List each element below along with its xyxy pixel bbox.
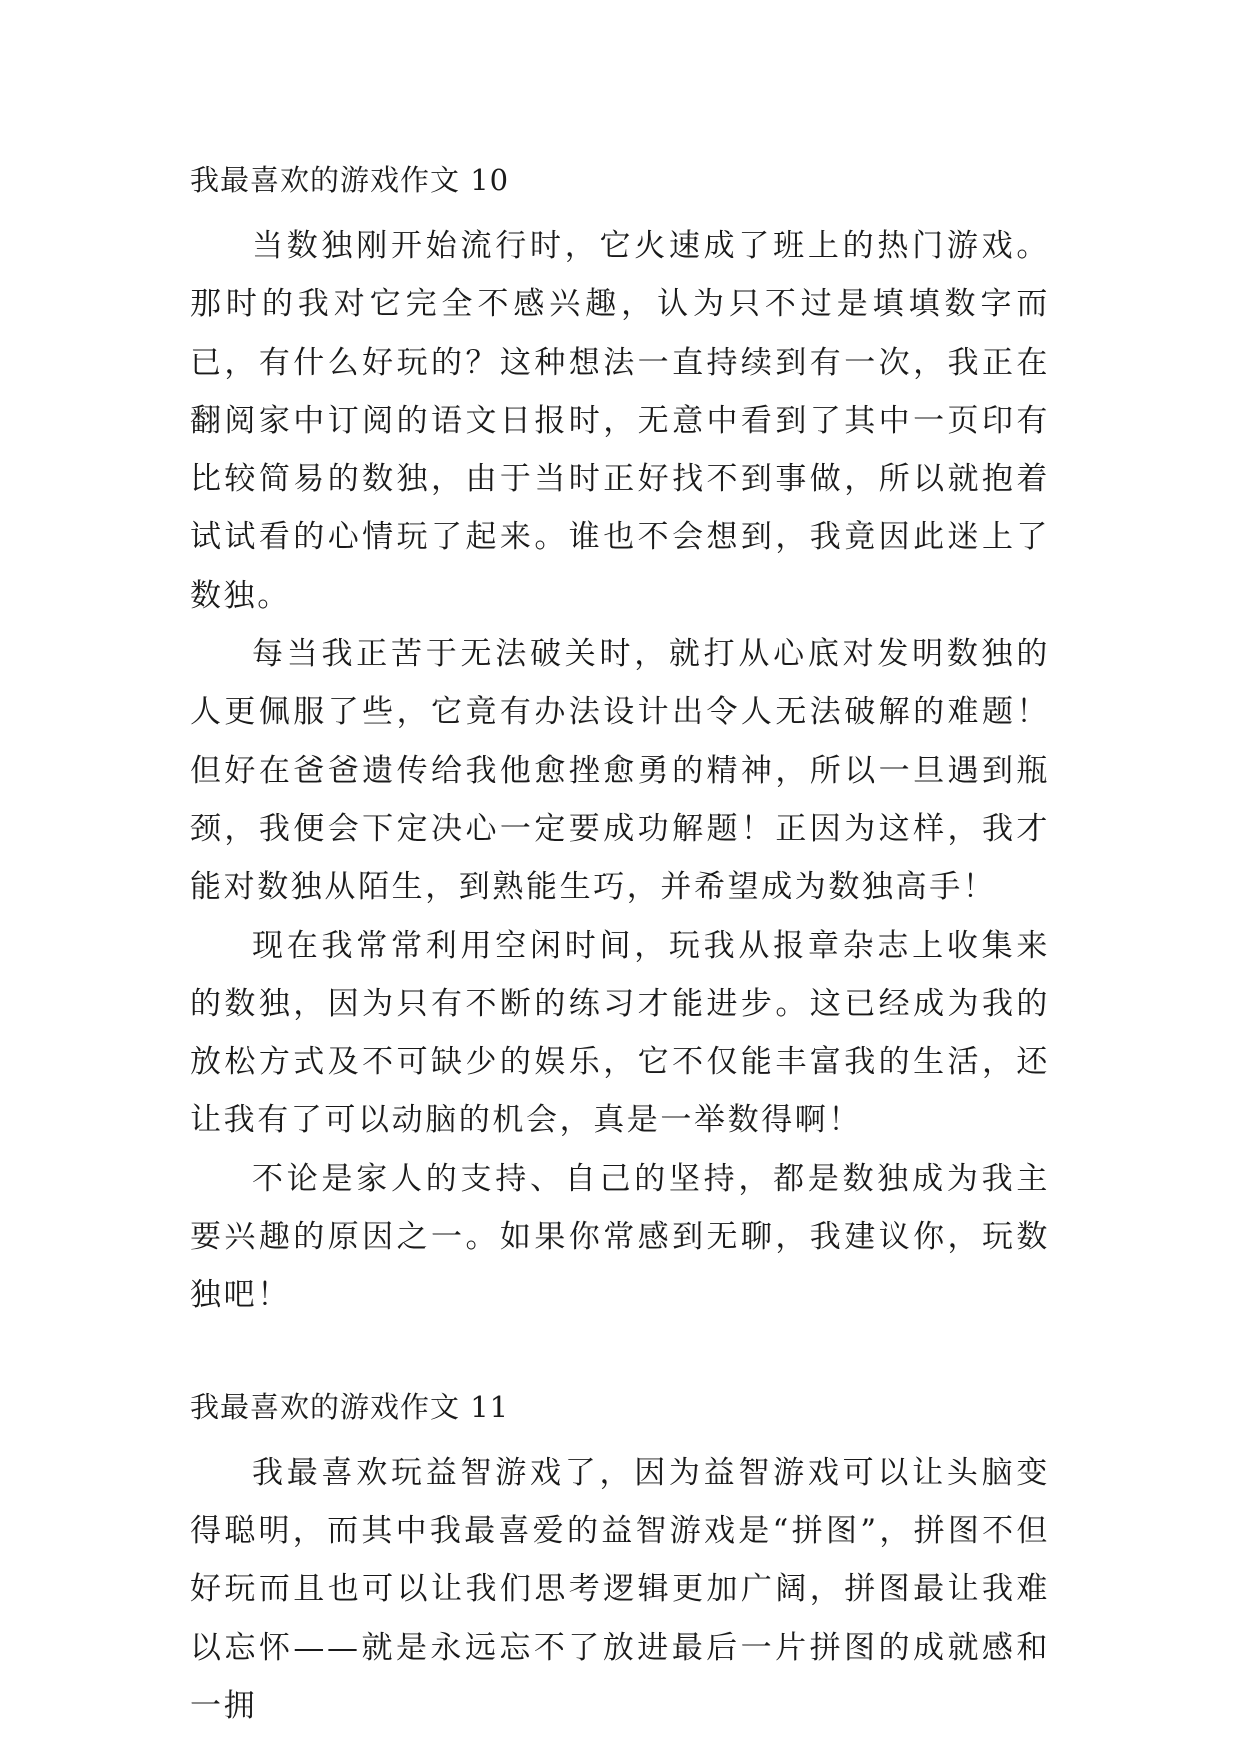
paragraph: 现在我常常利用空闲时间，玩我从报章杂志上收集来的数独，因为只有不断的练习才能进步。这已经成为我的放松方式及不可缺少的娱乐，它不仅能丰富我的生活，还让我有了可以动脑的机会，真是一举数得啊！	[190, 927, 1050, 1139]
essay-section-10	[190, 158, 1050, 1325]
document-page	[190, 158, 1050, 1735]
paragraph: 我最喜欢玩益智游戏了，因为益智游戏可以让头脑变得聪明，而其中我最喜爱的益智游戏是“拼图”，拼图不但好玩而且也可以让我们思考逻辑更加广阔，拼图最让我难以忘怀——就是永远忘不了放进最后一片拼图的成就感和一拥	[190, 1454, 1050, 1724]
paragraph: 当数独刚开始流行时，它火速成了班上的热门游戏。那时的我对它完全不感兴趣，认为只不过是填填数字而已，有什么好玩的？这种想法一直持续到有一次，我正在翻阅家中订阅的语文日报时，无意中看到了其中一页印有比较简易的数独，由于当时正好找不到事做，所以就抱着试试看的心情玩了起来。谁也不会想到，我竟因此迷上了数独。	[190, 228, 1050, 614]
paragraph: 不论是家人的支持、自己的坚持，都是数独成为我主要兴趣的原因之一。如果你常感到无聊，我建议你，玩数独吧！	[190, 1160, 1050, 1314]
section-title: 我最喜欢的游戏作文 11	[190, 1389, 510, 1424]
essay-section-11	[190, 1385, 1050, 1735]
section-title: 我最喜欢的游戏作文 10	[190, 163, 510, 197]
section-spacer	[190, 1325, 1050, 1385]
paragraph: 每当我正苦于无法破关时，就打从心底对发明数独的人更佩服了些，它竟有办法设计出令人无法破解的难题！但好在爸爸遗传给我他愈挫愈勇的精神，所以一旦遇到瓶颈，我便会下定决心一定要成功解题！正因为这样，我才能对数独从陌生，到熟能生巧，并希望成为数独高手！	[190, 636, 1050, 906]
